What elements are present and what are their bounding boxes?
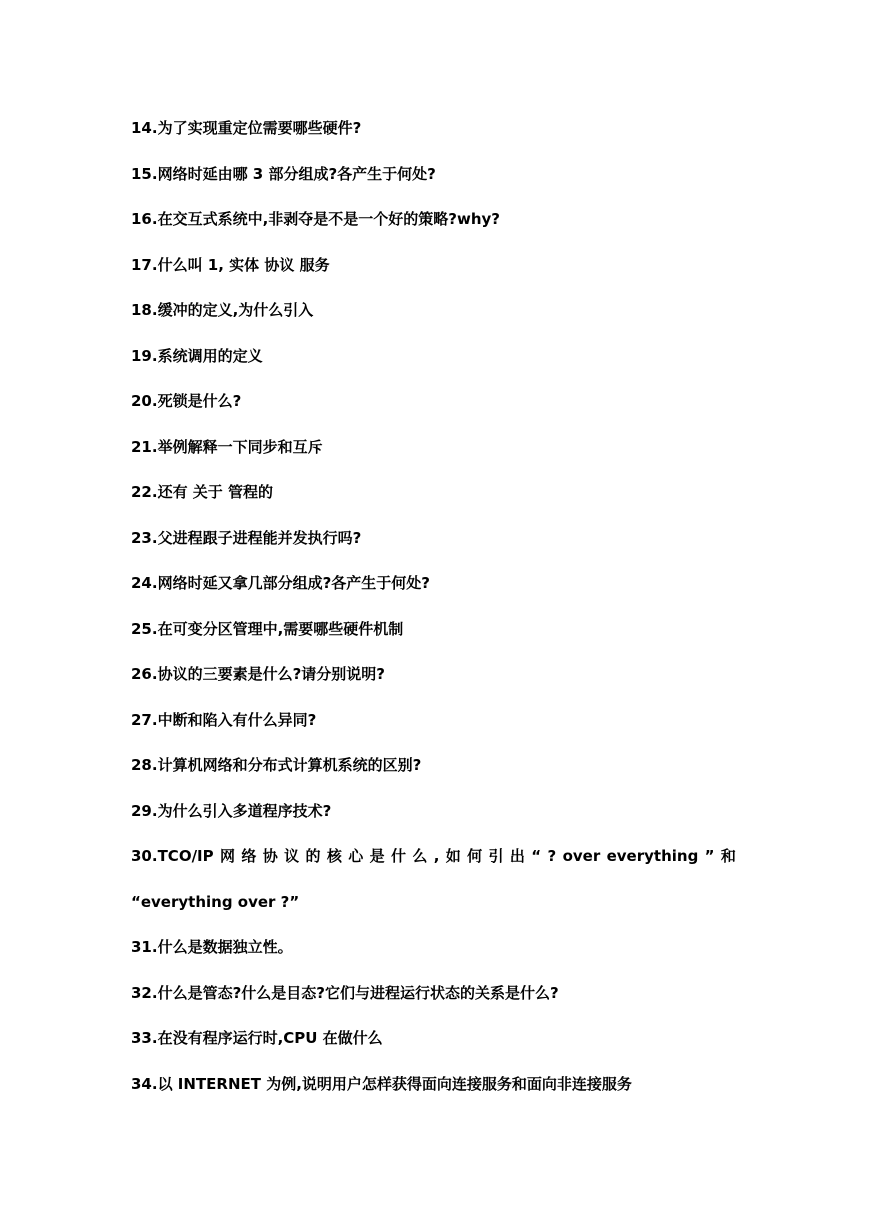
question-28: 28.计算机网络和分布式计算机系统的区别? (131, 756, 422, 774)
question-31: 31.什么是数据独立性。 (131, 938, 293, 956)
question-30-line-2: “everything over ?” (131, 892, 300, 911)
question-24: 24.网络时延又拿几部分组成?各产生于何处? (131, 574, 430, 592)
q30-token: 么 (412, 847, 428, 865)
q30-token: , (433, 847, 440, 865)
question-23: 23.父进程跟子进程能并发执行吗? (131, 528, 362, 547)
q30-token: “ (531, 847, 542, 865)
q30-token: 的 (305, 847, 321, 865)
q30-token: 引 (488, 847, 504, 865)
q30-token: 协 (262, 847, 278, 865)
question-list (131, 115, 741, 1116)
question-33: 33.在没有程序运行时,CPU 在做什么 (131, 1029, 383, 1047)
question-15: 15.网络时延由哪 3 部分组成?各产生于何处? (131, 164, 436, 183)
q30-token: 核 (326, 847, 342, 865)
question-16: 16.在交互式系统中,非剥夺是不是一个好的策略?why? (131, 210, 500, 228)
q30-token: 议 (284, 847, 300, 865)
q30-token: 出 (509, 847, 525, 865)
question-21: 21.举例解释一下同步和互斥 (131, 437, 323, 456)
q30-token: ? (547, 847, 557, 865)
question-34: 34.以 INTERNET 为例,说明用户怎样获得面向连接服务和面向非连接服务 (131, 1074, 632, 1093)
question-20: 20.死锁是什么? (131, 392, 242, 410)
question-26: 26.协议的三要素是什么?请分别说明? (131, 665, 385, 683)
q30-token: ” (704, 847, 715, 865)
question-25: 25.在可变分区管理中,需要哪些硬件机制 (131, 619, 404, 638)
q30-token: 网 (219, 847, 235, 865)
question-17: 17.什么叫 1, 实体 协议 服务 (131, 255, 330, 274)
question-19: 19.系统调用的定义 (131, 346, 263, 365)
question-22: 22.还有 关于 管程的 (131, 483, 274, 501)
question-27: 27.中断和陷入有什么异同? (131, 710, 317, 729)
q30-token: 什 (390, 847, 406, 865)
question-29: 29.为什么引入多道程序技术? (131, 801, 332, 820)
q30-token: 络 (241, 847, 257, 865)
question-30-line-1 (131, 843, 736, 889)
q30-token: 和 (720, 847, 736, 865)
question-18: 18.缓冲的定义,为什么引入 (131, 301, 314, 319)
q30-token: 心 (348, 847, 364, 865)
q30-token: everything (606, 847, 699, 865)
question-14: 14.为了实现重定位需要哪些硬件? (131, 119, 362, 137)
q30-token: 如 (445, 847, 461, 865)
question-32: 32.什么是管态?什么是目态?它们与进程运行状态的关系是什么? (131, 983, 559, 1002)
q30-token: 何 (467, 847, 483, 865)
q30-token: 30.TCO/IP (131, 847, 214, 865)
q30-token: over (562, 847, 601, 865)
q30-token: 是 (369, 847, 385, 865)
